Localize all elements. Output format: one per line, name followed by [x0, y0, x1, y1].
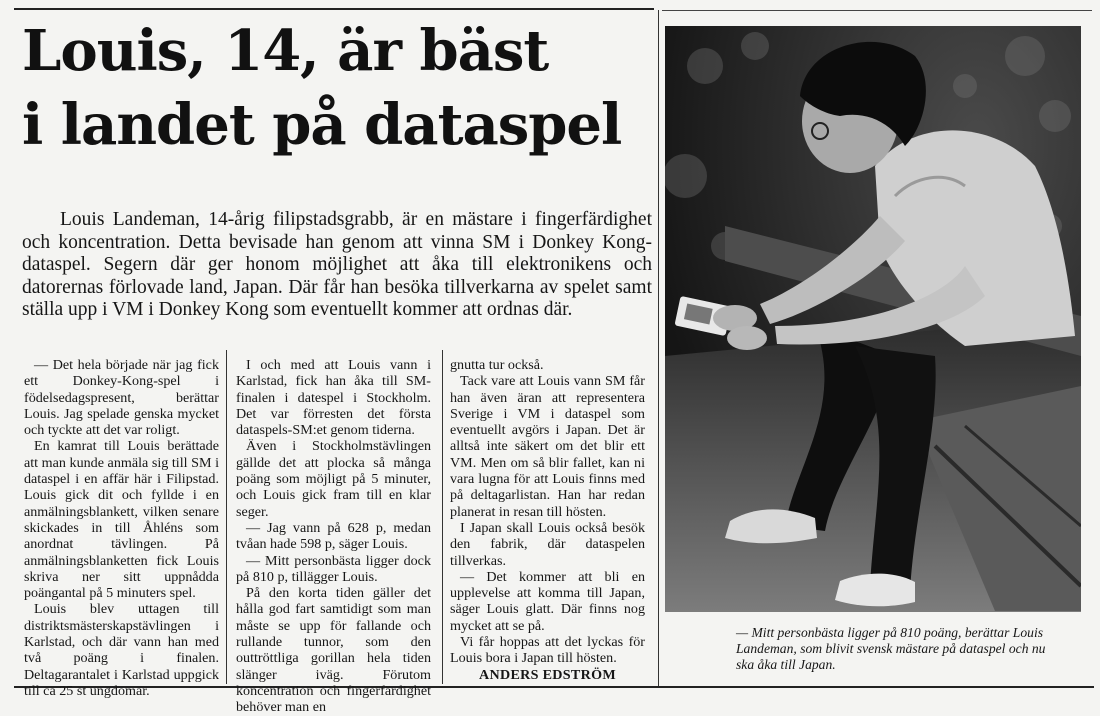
column-3-paragraph-4: — Det kommer att bli en upplevelse att komma till Japan, säger Louis glatt. Där finns nog mycket att se på. — [450, 568, 645, 634]
column-divider-2 — [442, 350, 443, 684]
column-1-paragraph-2: En kamrat till Louis berättade att man kunde anmäla sig till SM i dataspel i en affär här i Filipstad. Louis gick dit och fyllde i en anmälningsblankett, vilken senare skickades in till Åhléns som anordnat tävlingen. På anmälningsblanketten fick Louis skriva ner sitt uppnådda poängantal på 5 minuters spel. — [24, 438, 219, 602]
top-rule — [14, 8, 654, 10]
column-2-paragraph-2: Även i Stockholmstävlingen gällde det att plocka så många poäng som möjligt på 5 minuter, och Louis gick fram till en klar seger. — [236, 438, 431, 520]
column-divider-1 — [226, 350, 227, 684]
body-column-2 — [236, 357, 431, 716]
headline-line-1: Louis, 14, är bäst — [22, 18, 549, 84]
body-column-3 — [450, 357, 645, 683]
headline-line-2: i landet på dataspel — [22, 92, 622, 158]
column-2-paragraph-3: — Jag vann på 628 p, medan tvåan hade 598 p, säger Louis. — [236, 519, 431, 553]
column-3-paragraph-1: gnutta tur också. — [450, 357, 544, 373]
column-1-paragraph-3: Louis blev uttagen till distriktsmästerskapstävlingen i Karlstad, och där vann han med två poäng i finalen. Deltagarantalet i Karlstad uppgick till ca 25 st ungdomar. — [24, 601, 219, 699]
column-2-paragraph-4: — Mitt personbästa ligger dock på 810 p, tillägger Louis. — [236, 552, 431, 585]
column-2-paragraph-5: På den korta tiden gäller det hålla god fart samtidigt som man måste se upp för fallande och rullande tunnor, som den outtröttliga gorillan hela tiden slänger iväg. Förutom koncentration och fingerfärdighet behöver man en — [236, 585, 431, 716]
photo-top-rule — [662, 10, 1092, 11]
lead-paragraph: Louis Landeman, 14-årig filipstadsgrabb, är en mästare i fingerfärdighet och koncentration. Detta bevisade han genom att vinna SM i Donkey Kong-dataspel. Segern där ger honom möjlighet att åka till elektronikens och datorernas förlovade land, Japan. Där får han besöka tillverkarna av spelet samt ställa upp i VM i Donkey Kong som eventuellt kommer att ordnas där. — [22, 209, 652, 320]
column-3-paragraph-5: Vi får hoppas att det lyckas för Louis bora i Japan till hösten. — [450, 634, 645, 667]
headline — [22, 14, 652, 162]
byline: ANDERS EDSTRÖM — [479, 666, 616, 683]
body-column-1 — [24, 357, 219, 699]
column-2-paragraph-1: I och med att Louis vann i Karlstad, fick han åka till SM-finalen i datespel i Stockholm. Det var förresten det första dataspels-SM:et genom tiderna. — [236, 357, 431, 439]
photo-boy-playing-handheld-game — [665, 26, 1081, 612]
column-3-paragraph-3: I Japan skall Louis också besök den fabrik, där dataspelen tillverkas. — [450, 519, 645, 569]
page-divider — [658, 10, 659, 686]
column-3-paragraph-2: Tack vare att Louis vann SM får han även äran att representera Sverige i VM i dataspel som eventuellt avgörs i Japan. Det är alltså inte säkert om det blir ett VM. Men om så blir fallet, kan ni vara lugna för att Louis finns med på deltagarlistan. Han har redan planerat in resan till hösten. — [450, 373, 645, 520]
photo-caption: — Mitt personbästa ligger på 810 poäng, berättar Louis Landeman, som blivit svensk mästare på dataspel och nu ska åka till Japan. — [736, 625, 1046, 672]
column-1-paragraph-1: — Det hela började när jag fick ett Donkey-Kong-spel i födelsedagspresent, berättar Louis. Jag spelade genska mycket och tyckte att det var roligt. — [24, 357, 219, 439]
